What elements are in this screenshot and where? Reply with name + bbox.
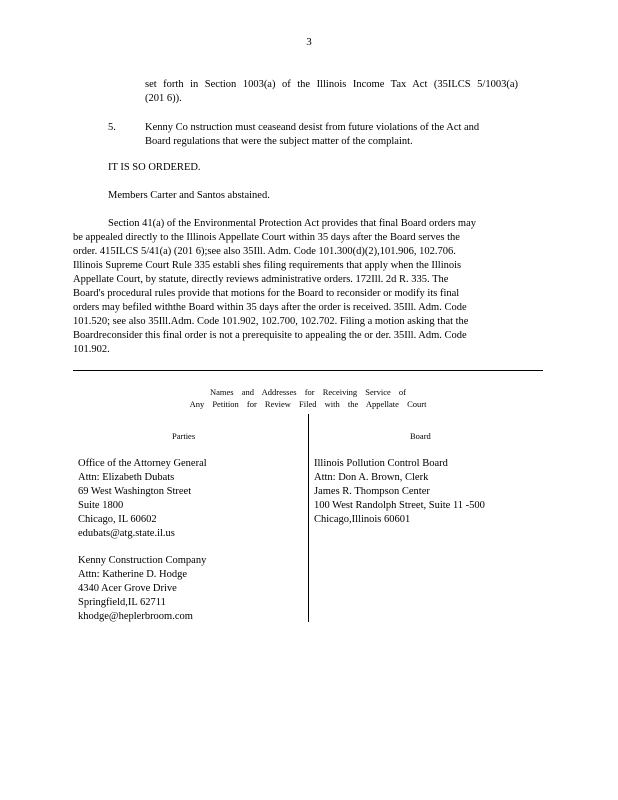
service-table-title [73, 386, 543, 410]
appeal-paragraph [73, 217, 543, 357]
address-email: edubats@atg.state.il.us [78, 528, 175, 539]
address-line: Office of the Attorney General [78, 458, 207, 469]
address-line: 69 West Washington Street [78, 486, 192, 497]
address-line: 100 West Randolph Street, Suite 11 -500 [314, 500, 485, 511]
item5-line: Kenny Co nstruction must ceaseand desist from future violations of the Act and [145, 122, 480, 133]
address-line: James R. Thompson Center [314, 486, 430, 497]
board-header: Board [410, 431, 431, 441]
item4-continuation [145, 78, 518, 106]
paragraph-line: be appealed directly to the Illinois Appellate Court within 35 days after the Board serves the [73, 232, 460, 243]
address-line: Chicago, IL 60602 [78, 514, 157, 525]
paragraph-line: Appellate Court, by statute, directly reviews administrative orders. 172Ill. 2d R. 335. The [73, 274, 449, 285]
table-title-line1: Names and Addresses for Receiving Service of [209, 387, 407, 397]
ordered-statement: IT IS SO ORDERED. [108, 162, 201, 173]
board-address [314, 457, 485, 527]
item5-number: 5. [108, 122, 116, 133]
item5-line: Board regulations that were the subject matter of the complaint. [145, 136, 413, 147]
address-line: Chicago,Illinois 60601 [314, 514, 411, 525]
paragraph-line: 101.902. [73, 344, 110, 355]
address-line: Attn: Katherine D. Hodge [78, 569, 188, 580]
address-line: Springfield,IL 62711 [78, 597, 166, 608]
paragraph-line: Illinois Supreme Court Rule 335 establi shes filing requirements that apply when the Illinois [73, 260, 462, 271]
paragraph-line: Boardreconsider this final order is not a prerequisite to appealing the or der. 35Ill. Adm. Code [73, 330, 467, 341]
members-abstained: Members Carter and Santos abstained. [108, 190, 270, 201]
item5-text [145, 121, 479, 149]
paragraph-line: orders may befiled withthe Board within 35 days after the order is received. 35Ill. Adm. Code [73, 302, 467, 313]
section-divider [73, 370, 543, 371]
address-line: Attn: Don A. Brown, Clerk [314, 472, 429, 483]
item4-line: set forth in Section 1003(a) of the Illinois Income Tax Act (35ILCS 5/1003(a) [145, 79, 518, 90]
address-line: Attn: Elizabeth Dubats [78, 472, 175, 483]
parties-header: Parties [172, 431, 196, 441]
address-line: Kenny Construction Company [78, 555, 207, 566]
address-line: 4340 Acer Grove Drive [78, 583, 177, 594]
paragraph-line: Section 41(a) of the Environmental Protection Act provides that final Board orders may [108, 218, 476, 229]
paragraph-line: order. 415ILCS 5/41(a) (201 6);see also 35Ill. Adm. Code 101.300(d)(2),101.906, 102.706. [73, 246, 456, 257]
party-kenny-construction [78, 554, 206, 624]
party-attorney-general [78, 457, 207, 541]
address-line: Illinois Pollution Control Board [314, 458, 448, 469]
table-title-line2: Any Petition for Review Filed with the Appellate Court [189, 399, 427, 409]
address-line: Suite 1800 [78, 500, 124, 511]
item4-line: (201 6)). [145, 93, 182, 104]
paragraph-line: 101.520; see also 35Ill.Adm. Code 101.902, 102.700, 102.702. Filing a motion asking that the [73, 316, 469, 327]
column-divider [308, 414, 309, 622]
paragraph-line: Board's procedural rules provide that motions for the Board to reconsider or modify its final [73, 288, 460, 299]
page-number: 3 [306, 36, 312, 48]
address-email: khodge@heplerbroom.com [78, 611, 193, 622]
